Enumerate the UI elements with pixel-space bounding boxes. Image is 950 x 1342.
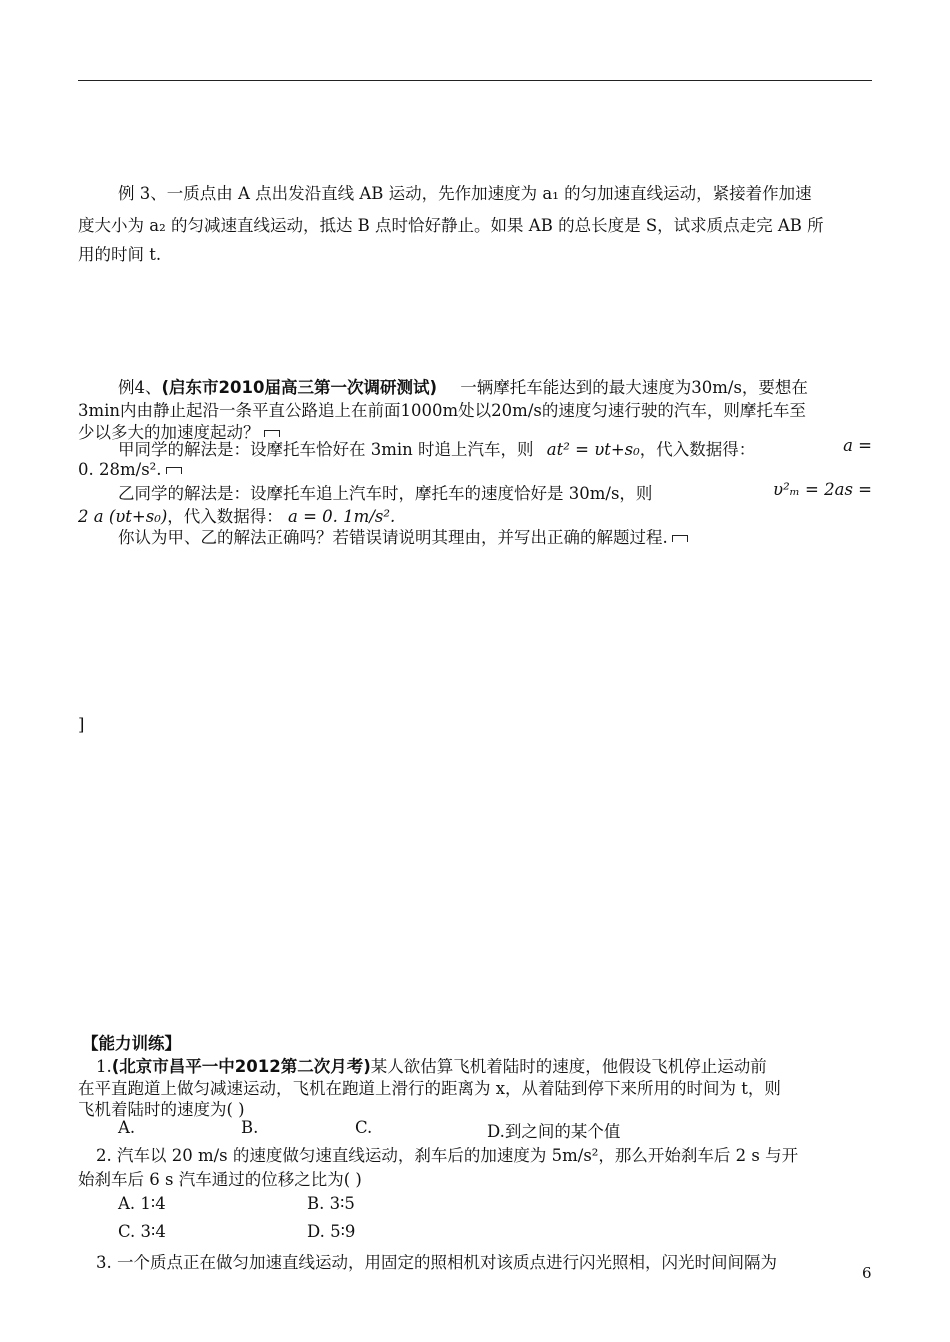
ex4-q1: 一辆摩托车能达到的最大速度为30m/s，要想在 <box>460 378 808 397</box>
ex4-yi-formula2: 2 a (υt+s₀) <box>78 507 168 526</box>
q1-line2: 在平直跑道上做匀减速运动，飞机在跑道上滑行的距离为 x，从着陆到停下来所用的时间为 t，则 <box>78 1079 781 1098</box>
page-number: 6 <box>862 1264 872 1282</box>
ex3-line3: 用的时间 t. <box>78 245 162 264</box>
q1-text-a: 某人欲估算飞机着陆时的速度，他假设飞机停止运动前 <box>370 1057 767 1076</box>
ex4-yi-formula: υ²ₘ = 2as = <box>773 480 872 499</box>
training-heading: 【能力训练】 <box>82 1034 181 1053</box>
q1-option-a: A. <box>118 1118 136 1137</box>
q2-option-b: B. 3∶5 <box>307 1194 355 1213</box>
q2-option-a: A. 1∶4 <box>118 1194 166 1213</box>
ex4-q2: 3min内由静止起沿一条平直公路追上在前面1000m处以20m/s的速度匀速行驶的汽车，则摩托车至 <box>78 401 806 420</box>
ex4-jia-text2: ，代入数据得： <box>639 440 756 459</box>
q1-line1 <box>96 1053 767 1077</box>
header-rule <box>78 80 872 81</box>
q1-line3: 飞机着陆时的速度为( ) <box>78 1100 245 1119</box>
ex4-jia-result: 0. 28m/s². <box>78 460 162 479</box>
ex4-source: (启东市2010届高三第一次调研测试) <box>161 378 438 397</box>
ex4-yi-line1 <box>78 480 872 504</box>
ex4-jia-formula: at² = υt+s₀ <box>546 440 640 459</box>
ex3-line2: 度大小为 a₂ 的匀减速直线运动，抵达 B 点时恰好静止。如果 AB 的总长度是 S，试求质点走完 AB 所 <box>78 216 824 235</box>
q3-line1: 3. 一个质点正在做匀加速直线运动，用固定的照相机对该质点进行闪光照相，闪光时间间隔为 <box>96 1253 777 1272</box>
q1-source: (北京市昌平一中2012第二次月考) <box>111 1057 371 1076</box>
ex4-jia-line2 <box>78 460 182 479</box>
q2-line1: 2. 汽车以 20 m/s 的速度做匀速直线运动，刹车后的加速度为 5m/s²，那么开始刹车后 2 s 与开 <box>96 1146 799 1165</box>
q1-option-b: B. <box>241 1118 259 1137</box>
ex4-jia-text: 甲同学的解法是：设摩托车恰好在 3min 时追上汽车，则 <box>118 440 534 459</box>
ex4-yi-text: 乙同学的解法是：设摩托车追上汽车时，摩托车的速度恰好是 30m/s，则 <box>118 484 653 503</box>
q2-line2: 始刹车后 6 s 汽车通过的位移之比为( ) <box>78 1170 362 1189</box>
ex4-jia-line1 <box>78 436 872 460</box>
stray-bracket: ] <box>78 715 85 734</box>
ex4-ask: 你认为甲、乙的解法正确吗？若错误请说明其理由，并写出正确的解题过程. <box>118 528 668 547</box>
ex4-question-line1 <box>118 374 808 398</box>
ex3-line1: 例 3、一质点由 A 点出发沿直线 AB 运动，先作加速度为 a₁ 的匀加速直线运动，紧接着作加速 <box>118 184 812 203</box>
q1-option-c: C. <box>355 1118 373 1137</box>
q2-option-c: C. 3∶4 <box>118 1222 166 1241</box>
q1-number: 1. <box>96 1057 112 1076</box>
ex4-ask-line <box>118 524 688 548</box>
q2-option-d: D. 5∶9 <box>307 1222 356 1241</box>
q1-option-d: D.到之间的某个值 <box>487 1122 621 1141</box>
edit-mark-icon <box>672 535 688 542</box>
ex4-jia-formula2: a = <box>843 436 872 455</box>
ex4-q3: 少以多大的加速度起动？ <box>78 423 260 442</box>
ex4-yi-text2: ，代入数据得： <box>167 507 283 526</box>
ex4-label: 例4、 <box>118 378 162 397</box>
edit-mark-icon <box>166 467 182 474</box>
ex4-yi-result: a = 0. 1m/s². <box>288 507 396 526</box>
